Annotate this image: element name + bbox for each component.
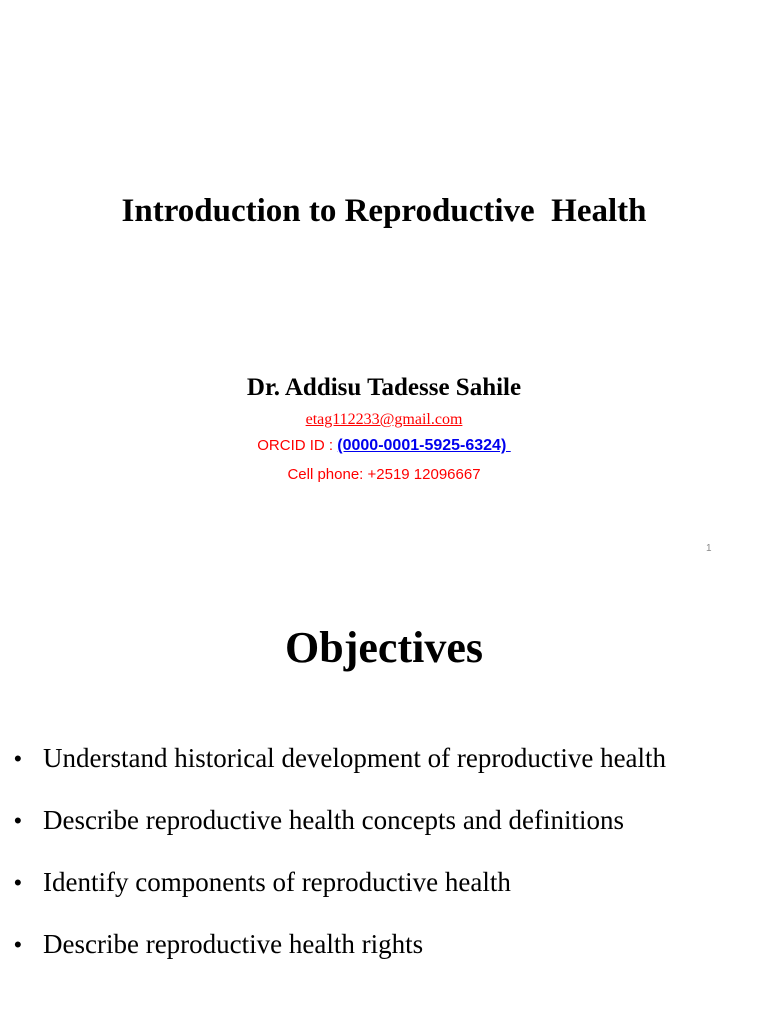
list-item: [0, 732, 768, 785]
bullet-icon: •: [14, 932, 22, 957]
email-link[interactable]: etag112233@gmail.com: [305, 411, 463, 428]
objective-text: Describe reproductive health concepts and definitions: [43, 805, 625, 835]
bullet-icon: •: [14, 808, 22, 833]
objective-text: Understand historical development of reproductive health: [43, 743, 667, 773]
cell-phone: Cell phone: +2519 12096667: [287, 466, 481, 483]
objective-text: Identify components of reproductive health: [43, 867, 511, 897]
orcid-link[interactable]: (0000-0001-5925-6324): [337, 437, 511, 454]
presentation-title: Introduction to Reproductive Health: [121, 193, 647, 229]
objectives-list: [0, 732, 768, 980]
list-item: [0, 918, 768, 971]
bullet-icon: •: [14, 746, 22, 771]
orcid-label: ORCID ID :: [257, 437, 338, 454]
author-email: [0, 411, 768, 429]
list-item: [0, 794, 768, 847]
author-name: Dr. Addisu Tadesse Sahile: [246, 374, 522, 401]
slide-objectives: [0, 576, 768, 1024]
objectives-title: Objectives: [285, 623, 483, 672]
page-number: 1: [706, 543, 712, 554]
orcid-line: [0, 437, 768, 455]
list-item: [0, 856, 768, 909]
bullet-icon: •: [14, 870, 22, 895]
objective-text: Describe reproductive health rights: [43, 929, 424, 959]
